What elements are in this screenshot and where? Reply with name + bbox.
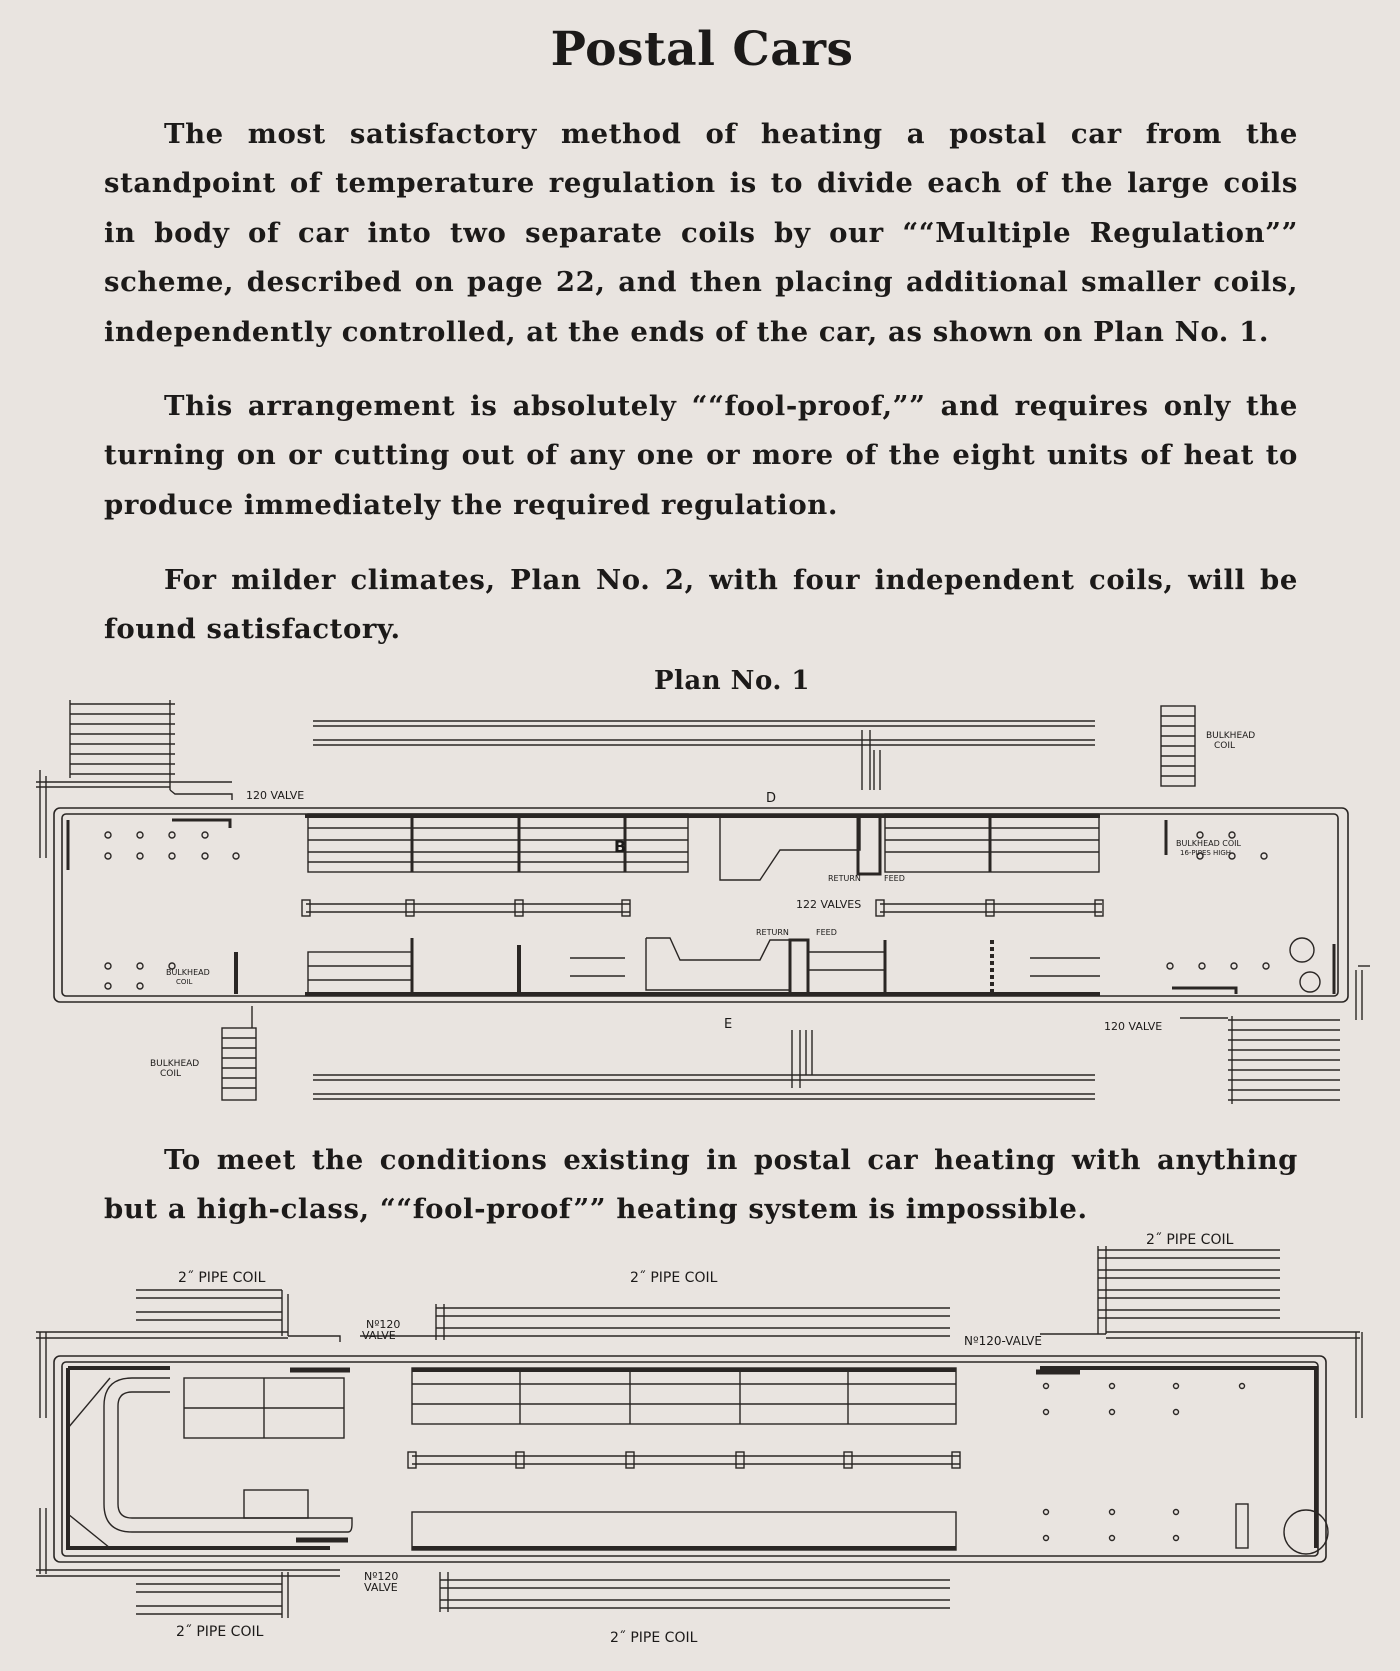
plan2-top-right-pipe-coil	[1040, 1246, 1362, 1418]
label-return-upper: RETURN	[828, 874, 861, 883]
upper-coil-bank	[305, 814, 1100, 880]
plan2-center-coils	[408, 1368, 960, 1550]
label-return-lower: RETURN	[756, 928, 789, 937]
label-valve-top: VALVE	[362, 1329, 396, 1342]
label-coil-left: COIL	[176, 978, 193, 986]
lower-coil-bank	[305, 938, 1100, 994]
label-feed-upper: FEED	[884, 874, 905, 883]
label-e: E	[724, 1017, 733, 1032]
label-no120-top: Nº120	[366, 1318, 401, 1331]
middle-pipe-row	[302, 900, 1103, 916]
label-no120-valve-right: Nº120-VALVE	[964, 1334, 1042, 1348]
plan-2-car-outline	[54, 1356, 1326, 1562]
label-bulkhead-coil-right: BULKHEAD COIL	[1176, 839, 1241, 848]
page-title: Postal Cars	[550, 22, 854, 77]
plan-1-drawing	[0, 690, 1400, 1130]
top-right-bulkhead-coil	[1161, 706, 1195, 786]
label-pipe-coil-top-left: 2˝ PIPE COIL	[178, 1270, 266, 1286]
label-bulkhead-left: BULKHEAD	[166, 968, 210, 977]
plan-2-drawing	[0, 1228, 1400, 1671]
label-120-valve-bottom: 120 VALVE	[1104, 1020, 1163, 1033]
plan2-right-end	[1036, 1368, 1328, 1554]
label-no120-bottom: Nº120	[364, 1570, 399, 1583]
car-end-details	[68, 820, 1334, 994]
paragraph-1: The most satisfactory method of heating a postal car from the standpoint of temperature regulation is to divide each of the large coils in body of car into two separate coils by our ““Multiple Regulation”” scheme, described on page 22, and then placing additional smaller coils, independently controlled, at the ends of the car, as shown on Plan No. 1.	[104, 118, 1298, 348]
plan2-top-left-pipe-coil	[36, 1290, 340, 1418]
plan-1-caption: Plan No. 1	[653, 666, 811, 696]
plan2-bottom-coils	[36, 1508, 950, 1618]
plan2-left-end	[68, 1368, 352, 1548]
plan-1-car-outline	[54, 808, 1348, 1002]
label-coil-bottom-left: COIL	[160, 1069, 182, 1079]
label-bulkhead-bottom-left: BULKHEAD	[150, 1059, 200, 1069]
label-120-valve-top: 120 VALVE	[246, 789, 305, 802]
paragraph-4: To meet the conditions existing in postal car heating with anything but a high-class, ““fool-proof”” heating system is impossible.	[104, 1144, 1298, 1226]
label-coil-top-right: COIL	[1214, 741, 1236, 751]
label-122-valves: 122 VALVES	[796, 898, 862, 911]
label-d: D	[766, 791, 777, 806]
label-pipe-coil-bottom-left: 2˝ PIPE COIL	[176, 1624, 264, 1640]
label-b: B	[614, 837, 627, 856]
top-outside-coil	[313, 721, 1095, 790]
plan2-top-center-pipe-coil	[360, 1304, 950, 1340]
paragraph-2: This arrangement is absolutely ““fool-proof,”” and requires only the turning on or cutting out of any one or more of the eight units of heat to produce immediately the required regulation.	[104, 390, 1298, 521]
label-feed-lower: FEED	[816, 928, 837, 937]
label-pipe-coil-bottom-center: 2˝ PIPE COIL	[610, 1630, 698, 1646]
label-pipe-coil-top-center: 2˝ PIPE COIL	[630, 1270, 718, 1286]
bottom-outside-coil	[313, 1030, 1095, 1099]
label-bulkhead-top-right: BULKHEAD	[1206, 731, 1256, 741]
paragraph-3: For milder climates, Plan No. 2, with four independent coils, will be found satisfactory.	[104, 564, 1298, 646]
label-pipes-high: 16-PIPES HIGH	[1180, 849, 1232, 857]
bottom-left-bulkhead-coil	[222, 1006, 256, 1100]
label-valve-bottom: VALVE	[364, 1581, 398, 1594]
label-pipe-coil-top-right: 2˝ PIPE COIL	[1146, 1232, 1234, 1248]
